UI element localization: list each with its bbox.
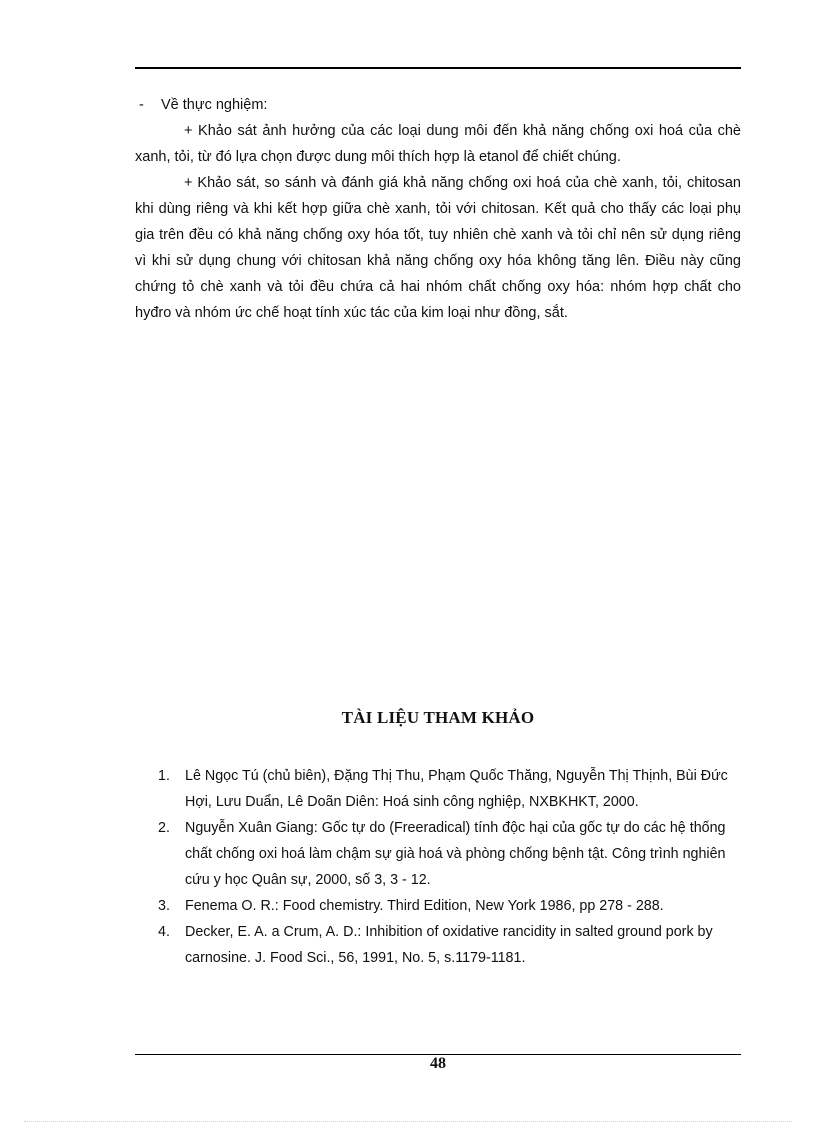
references-title: TÀI LIỆU THAM KHẢO bbox=[341, 708, 535, 727]
section-heading bbox=[135, 92, 741, 118]
body-section bbox=[135, 92, 741, 326]
paragraph-antioxidant-comparison: + Khảo sát, so sánh và đánh giá khả năng chống oxi hoá của chè xanh, tỏi, chitosan khi dùng riêng và khi kết hợp giữa chè xanh, tỏi với chitosan. Kết quả cho thấy các loại phụ gia trên đều có khả năng chống oxy hóa tốt, tuy nhiên chè xanh và tỏi chỉ nên sử dụng riêng vì khi sử dụng chung với chitosan khả năng chống oxy hóa không tăng lên. Điều này cũng chứng tỏ chè xanh và tỏi đều chứa cả hai nhóm chất chống oxy hóa: nhóm hợp chất cho hyđro và nhóm ức chế hoạt tính xúc tác của kim loại như đồng, sắt. bbox=[135, 175, 741, 321]
reference-text: Nguyễn Xuân Giang: Gốc tự do (Freeradical) tính độc hại của gốc tự do các hệ thống chất chống oxi hoá làm chậm sự già hoá và phòng chống bệnh tật. Công trình nghiên cứu y học Quân sự, 2000, số 3, 3 - 12. bbox=[185, 820, 726, 888]
reference-text: Fenema O. R.: Food chemistry. Third Edition, New York 1986, pp 278 - 288. bbox=[185, 898, 664, 914]
header-rule bbox=[135, 67, 741, 69]
page-edge-divider bbox=[24, 1121, 792, 1122]
reference-item bbox=[158, 919, 748, 971]
heading-dash: - bbox=[139, 97, 144, 113]
reference-item bbox=[158, 763, 748, 815]
paragraph-solvent-survey: + Khảo sát ảnh hưởng của các loại dung môi đến khả năng chống oxi hoá của chè xanh, tỏi, từ đó lựa chọn được dung môi thích hợp là etanol để chiết chúng. bbox=[135, 123, 741, 165]
reference-item bbox=[158, 893, 748, 919]
reference-number: 2. bbox=[158, 820, 170, 836]
reference-number: 3. bbox=[158, 898, 170, 914]
page-number: 48 bbox=[430, 1055, 446, 1072]
heading-text: Về thực nghiệm: bbox=[161, 97, 268, 113]
reference-number: 1. bbox=[158, 768, 170, 784]
reference-item bbox=[158, 815, 748, 893]
reference-number: 4. bbox=[158, 924, 170, 940]
reference-text: Decker, E. A. a Crum, A. D.: Inhibition of oxidative rancidity in salted ground pork by carnosine. J. Food Sci., 56, 1991, No. 5, s.1179-1181. bbox=[185, 924, 713, 966]
reference-text: Lê Ngọc Tú (chủ biên), Đặng Thị Thu, Phạm Quốc Thăng, Nguyễn Thị Thịnh, Bùi Đức Hợi, Lưu Duẩn, Lê Doãn Diên: Hoá sinh công nghiệp, NXBKHKT, 2000. bbox=[185, 768, 728, 810]
references-list bbox=[158, 763, 748, 971]
